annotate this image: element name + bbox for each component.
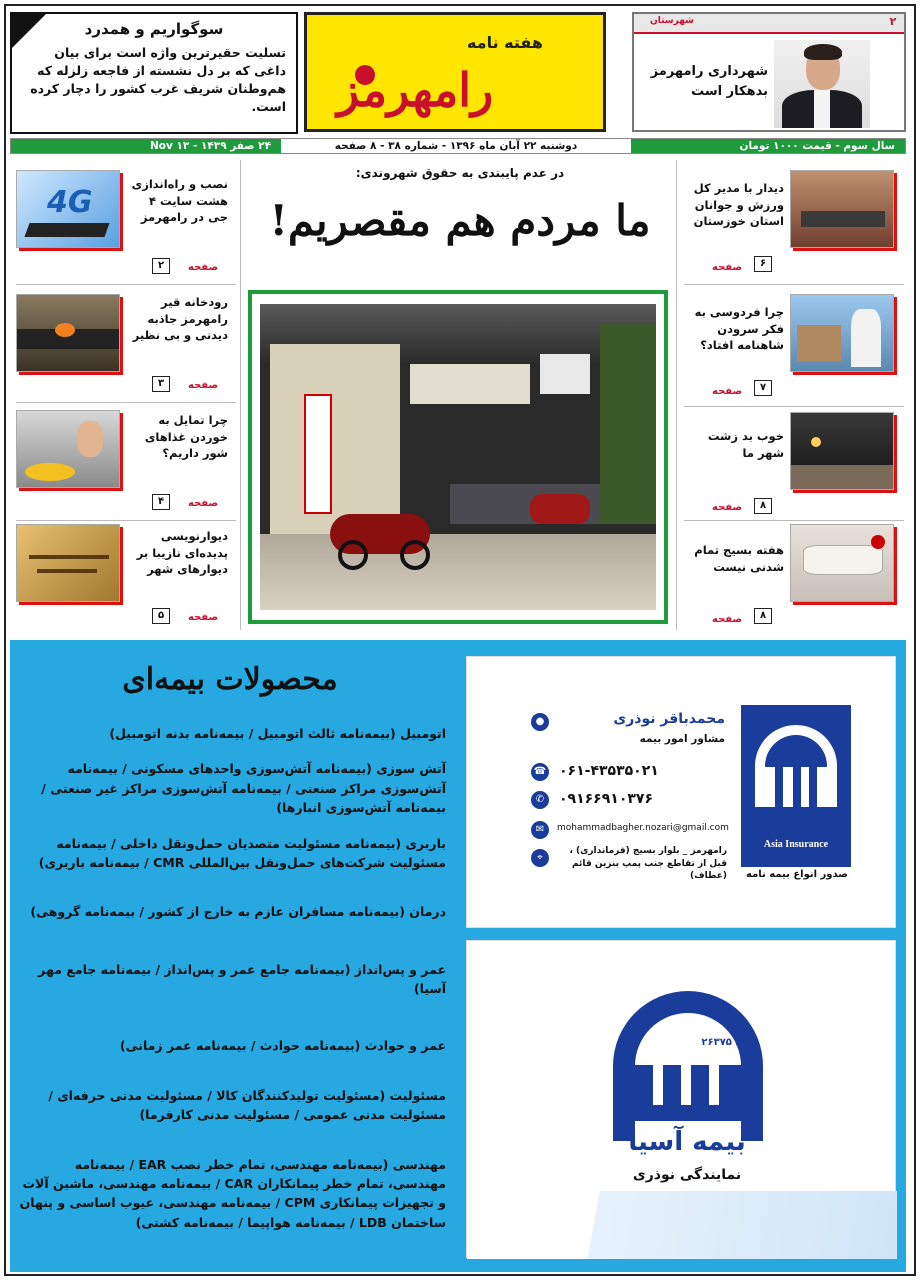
page-ref-number: ۶: [754, 256, 772, 272]
address: رامهرمز _ بلوار بسیج (فرمانداری) ، قبل از تقاطع جنب پمپ بنزین قائم (عطاف): [569, 846, 727, 882]
page-ref-number: ۵: [152, 608, 170, 624]
asia-brand-card[interactable]: [466, 940, 896, 1258]
page-number: ۲: [889, 15, 897, 28]
page-ref-label: صفحه: [712, 386, 743, 397]
graffiti-thumb: [16, 524, 120, 602]
right-item-1[interactable]: [684, 166, 904, 276]
4g-label: 4G: [47, 185, 93, 220]
column-divider: [240, 160, 241, 630]
street-thumb: [790, 412, 894, 490]
condolence-box: [10, 12, 298, 134]
right-item-3[interactable]: [684, 404, 904, 514]
asia-large-logo-icon: [613, 991, 763, 1121]
agent-name: محمدباقر نوذری: [613, 711, 725, 727]
page-ref-number: ۳: [152, 376, 170, 392]
main-photo-street-motorcycles: [260, 304, 656, 610]
phone-landline[interactable]: ۰۶۱-۴۳۵۳۵۰۲۱: [559, 763, 659, 779]
issue-year-price: سال سوم - قیمت ۱۰۰۰ تومان: [631, 139, 905, 153]
item-title: هفته بسیج تمام شدنی نیست: [694, 543, 784, 574]
ad-item: درمان (بیمه‌نامه مسافران عازم به خارج از کشور / بیمه‌نامه گروهی): [30, 904, 446, 920]
business-card[interactable]: [466, 656, 896, 928]
left-item-1[interactable]: [12, 166, 232, 276]
ad-item: اتومبیل (بیمه‌نامه ثالث اتومبیل / بیمه‌نامه بدنه اتومبیل): [109, 726, 446, 741]
page-ref-label: صفحه: [712, 262, 743, 273]
ferdowsi-thumb: [790, 294, 894, 372]
item-title: نصب و راه‌اندازی هشت سایت ۴ جی در رامهرمز: [131, 177, 228, 225]
portrait-photo: [774, 40, 870, 128]
page-ref-number: ۸: [754, 608, 772, 624]
headline-kicker: در عدم پایبندی به حقوق شهروندی:: [355, 166, 565, 180]
top-story-title: شهرداری رامهرمز بدهکار است: [650, 64, 768, 99]
ad-product-list: [16, 724, 446, 1232]
condolence-text: تسلیت حقیرترین واژه است برای بیان داغی که بر دل نشسته از فاجعه زلزله که هم‌وطنان شریف غرب کشور را دچار کرده است.: [30, 45, 286, 115]
phone-mobile[interactable]: ۰۹۱۶۶۹۱۰۳۷۶: [559, 791, 653, 807]
item-title: رودخانه قیر رامهرمز جاذبه دیدنی و بی نظیر: [132, 295, 228, 343]
brand-sub: صدور انواع بیمه نامه: [746, 869, 848, 880]
page-ref-label: صفحه: [188, 262, 219, 273]
main-photo-frame[interactable]: [248, 290, 668, 624]
item-title: دیدار با مدیر کل ورزش و جوانان استان خوزستان: [693, 181, 784, 229]
issue-date-hijri: ۲۴ صفر ۱۴۳۹ - ۱۳ Nov: [11, 139, 281, 153]
page-ref-number: ۲: [152, 258, 170, 274]
ad-item: مهندسی (بیمه‌نامه مهندسی، تمام خطر نصب EAR / بیمه‌نامه مهندسی، تمام خطر پیمانکاران CAR / بیمه‌نامه مهندسی، ماشین آلات و تجهیزات پیمانکاری CPM / بیمه‌نامه مهندسی، عیوب اساسی و پنهان ساختمان LDB / بیمه‌نامه هواپیما / بیمه‌نامه کشتی): [19, 1156, 446, 1230]
river-thumb: [16, 294, 120, 372]
page-ref-label: صفحه: [188, 612, 219, 623]
section-divider: [634, 32, 904, 34]
brand-en: Asia Insurance: [763, 839, 829, 850]
page-ref-number: ۸: [754, 498, 772, 514]
masthead-weekly: هفته نامه: [466, 33, 543, 52]
agency-name: نمایندگی نوذری: [632, 1167, 742, 1183]
top-story-box[interactable]: [632, 12, 906, 132]
item-title: چرا فردوسی به فکر سرودن شاهنامه افتاد؟: [694, 305, 784, 353]
page-ref-label: صفحه: [188, 380, 219, 391]
ad-item: عمر و حوادث (بیمه‌نامه حوادث / بیمه‌نامه عمر زمانی): [119, 1038, 446, 1054]
left-item-4[interactable]: [12, 518, 232, 628]
email-address[interactable]: mohammadbagher.nozari@gmail.com: [557, 823, 729, 833]
issue-date-number: دوشنبه ۲۲ آبان ماه ۱۳۹۶ - شماره ۳۸ - ۸ صفحه: [334, 140, 578, 152]
column-divider: [676, 160, 677, 630]
ad-item: عمر و پس‌انداز (بیمه‌نامه جامع عمر و پس‌انداز / بیمه‌نامه جامع مهر آسیا): [38, 961, 446, 996]
salt-thumb: [16, 410, 120, 488]
masthead-name: رامهرمز: [337, 63, 494, 117]
location-pin-icon: ⌖: [531, 849, 549, 867]
item-title: خوب بد زشت شهر ما: [707, 429, 784, 460]
condolence-title: سوگواریم و همدرد: [84, 20, 224, 38]
page-ref-number: ۷: [754, 380, 772, 396]
ad-item: باربری (بیمه‌نامه مسئولیت متصدیان حمل‌ونقل داخلی / بیمه‌نامه مسئولیت شرکت‌های حمل‌ونقل بین‌المللی CMR / بیمه‌نامه باربری): [38, 835, 446, 870]
user-icon: ●: [531, 713, 549, 731]
email-icon: ✉: [531, 821, 549, 839]
page-ref-label: صفحه: [712, 502, 743, 513]
left-item-2[interactable]: [12, 284, 232, 394]
ad-item: آتش سوزی (بیمه‌نامه آتش‌سوزی واحدهای مسکونی / بیمه‌نامه آتش‌سوزی مراکز صنعتی / بیمه‌نامه آتش‌سوزی مراکز غیر صنعتی / بیمه‌نامه آتش‌سوزی انبارها): [41, 761, 446, 816]
4g-thumb: [16, 170, 120, 248]
basij-thumb: [790, 524, 894, 602]
phone-icon: ☎: [531, 763, 549, 781]
meeting-thumb: [790, 170, 894, 248]
page-ref-label: صفحه: [188, 498, 219, 509]
right-item-2[interactable]: [684, 284, 904, 397]
item-title: دیوارنویسی پدیده‌ای نازیبا بر دیوارهای شهر: [136, 529, 228, 577]
agent-role: مشاور امور بیمه: [639, 733, 725, 745]
main-headline[interactable]: ما مردم هم مقصریم!: [269, 196, 651, 245]
section-label: شهرستان: [650, 16, 694, 26]
issue-info-bar: [10, 138, 906, 154]
masthead-logo[interactable]: [304, 12, 606, 132]
brand-fa: بیمه آسیا: [628, 1127, 746, 1157]
page-ref-label: صفحه: [712, 614, 743, 625]
page-ref-number: ۴: [152, 494, 170, 510]
ad-title: محصولات بیمه‌ای: [122, 662, 338, 697]
item-title: چرا تمایل به خوردن غذاهای شور داریم؟: [144, 413, 228, 461]
ad-item: مسئولیت (مسئولیت تولیدکنندگان کالا / مسئولیت مدنی حرفه‌ای / مسئولیت مدنی عمومی / مسئولیت مدنی کارفرما): [48, 1087, 446, 1123]
left-item-3[interactable]: [12, 402, 232, 512]
right-item-4[interactable]: [684, 518, 904, 628]
mobile-icon: ✆: [531, 791, 549, 809]
agency-code: کد ۲۶۳۷۵: [701, 1037, 747, 1048]
asia-logo-icon: [741, 705, 851, 867]
